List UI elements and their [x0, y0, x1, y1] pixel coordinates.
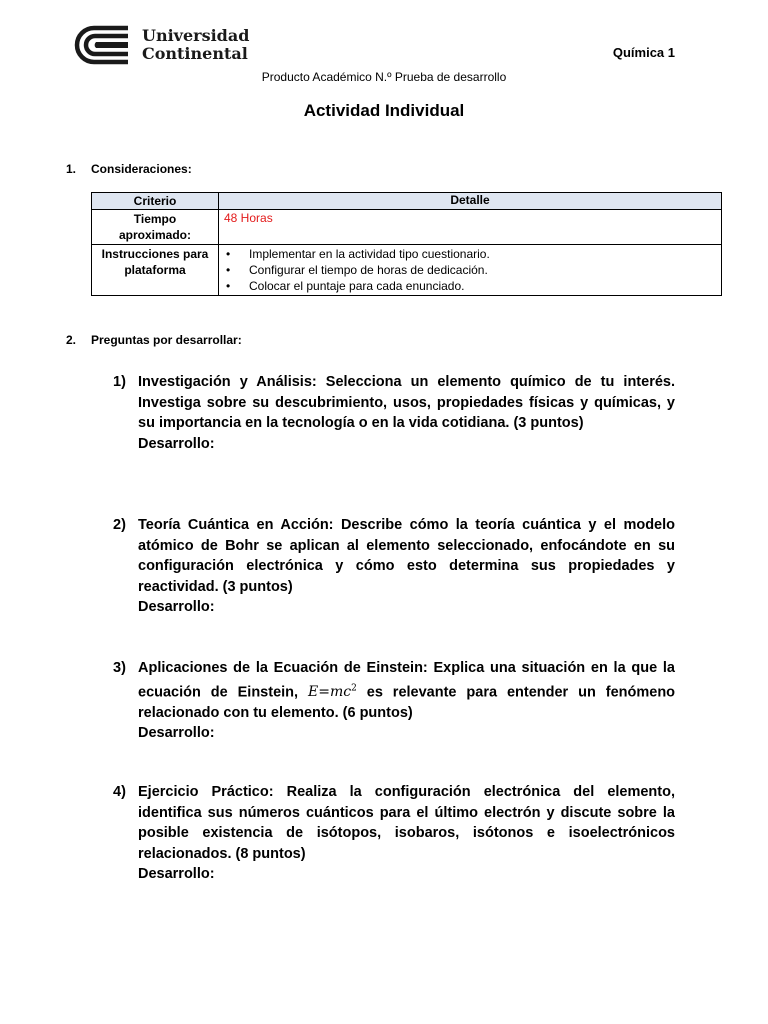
- section1-number: 1.: [66, 162, 77, 176]
- logo-line2: Continental: [142, 44, 248, 63]
- list-item: • Colocar el puntaje para cada enunciado.: [224, 278, 716, 294]
- question-number: 1): [113, 374, 126, 390]
- section1-title: Consideraciones:: [91, 162, 192, 176]
- list-item: • Configurar el tiempo de horas de dedicación.: [224, 262, 716, 278]
- question-3: [113, 658, 675, 744]
- question-text: Ejercicio Práctico: Realiza la configuración electrónica del elemento, identifica sus números cuánticos para el último electrón y discute sobre la posible existencia de isótopos, isobaros, isótonos e isoelectrónicos relacionados. (8 puntos): [138, 784, 675, 862]
- equation-base: E=mc: [308, 684, 352, 701]
- development-label: Desarrollo:: [138, 599, 215, 615]
- einstein-equation: [308, 684, 357, 700]
- section2-title: Preguntas por desarrollar:: [91, 333, 242, 347]
- row-instructions-label: Instrucciones para plataforma: [92, 245, 219, 296]
- question-text: Investigación y Análisis: Selecciona un elemento químico de tu interés. Investiga sobre su descubrimiento, usos, propiedades físicas y químicas, y su importancia en la tecnología o en la vida cotidiana. (3 puntos): [138, 374, 675, 431]
- table-row: [92, 245, 722, 296]
- question-4: [113, 782, 675, 885]
- table-header-row: [92, 193, 722, 210]
- question-number: 2): [113, 517, 126, 533]
- list-item: • Implementar en la actividad tipo cuestionario.: [224, 246, 716, 262]
- course-name: Química 1: [612, 45, 675, 60]
- university-emblem-icon: [72, 24, 130, 66]
- development-label: Desarrollo:: [138, 435, 215, 452]
- row-instructions-value: [219, 245, 722, 296]
- question-number: 3): [113, 660, 126, 676]
- row-time-label: Tiempo aproximado:: [92, 210, 219, 245]
- question-number: 4): [113, 784, 126, 800]
- section1-heading: [66, 162, 192, 176]
- university-logo: [72, 24, 249, 66]
- logo-line1: Universidad: [142, 26, 250, 45]
- row-time-value: 48 Horas: [219, 210, 722, 245]
- logo-wordmark: [142, 27, 249, 63]
- col-detalle: Detalle: [219, 193, 722, 210]
- page-title: Actividad Individual: [303, 101, 465, 120]
- equation-exponent: 2: [351, 683, 357, 694]
- table-row: [92, 210, 722, 245]
- development-label: Desarrollo:: [138, 725, 215, 742]
- instructions-list: [224, 246, 716, 294]
- question-2: [113, 515, 675, 618]
- question-text-part-a: Aplicaciones de la Ecuación de Einstein: Explica una situación en la que la ecuación de Einstein,: [138, 660, 675, 701]
- question-text: [138, 658, 675, 723]
- development-label: Desarrollo:: [138, 866, 215, 882]
- question-text-part-b: es relevante para entender un fenómeno relacionado con tu elemento. (6 puntos): [138, 684, 676, 721]
- col-criterio: Criterio: [92, 193, 219, 210]
- section2-heading: [66, 333, 242, 347]
- question-text: Teoría Cuántica en Acción: Describe cómo la teoría cuántica y el modelo atómico de Bohr se aplican al elemento seleccionado, enfocándote en su configuración electrónica y cómo esto determina sus propiedades y reactividad. (3 puntos): [138, 517, 675, 595]
- question-1: [113, 372, 675, 454]
- section2-number: 2.: [66, 333, 77, 347]
- product-subtitle: Producto Académico N.º Prueba de desarrollo: [261, 70, 507, 84]
- criteria-table: [91, 192, 722, 296]
